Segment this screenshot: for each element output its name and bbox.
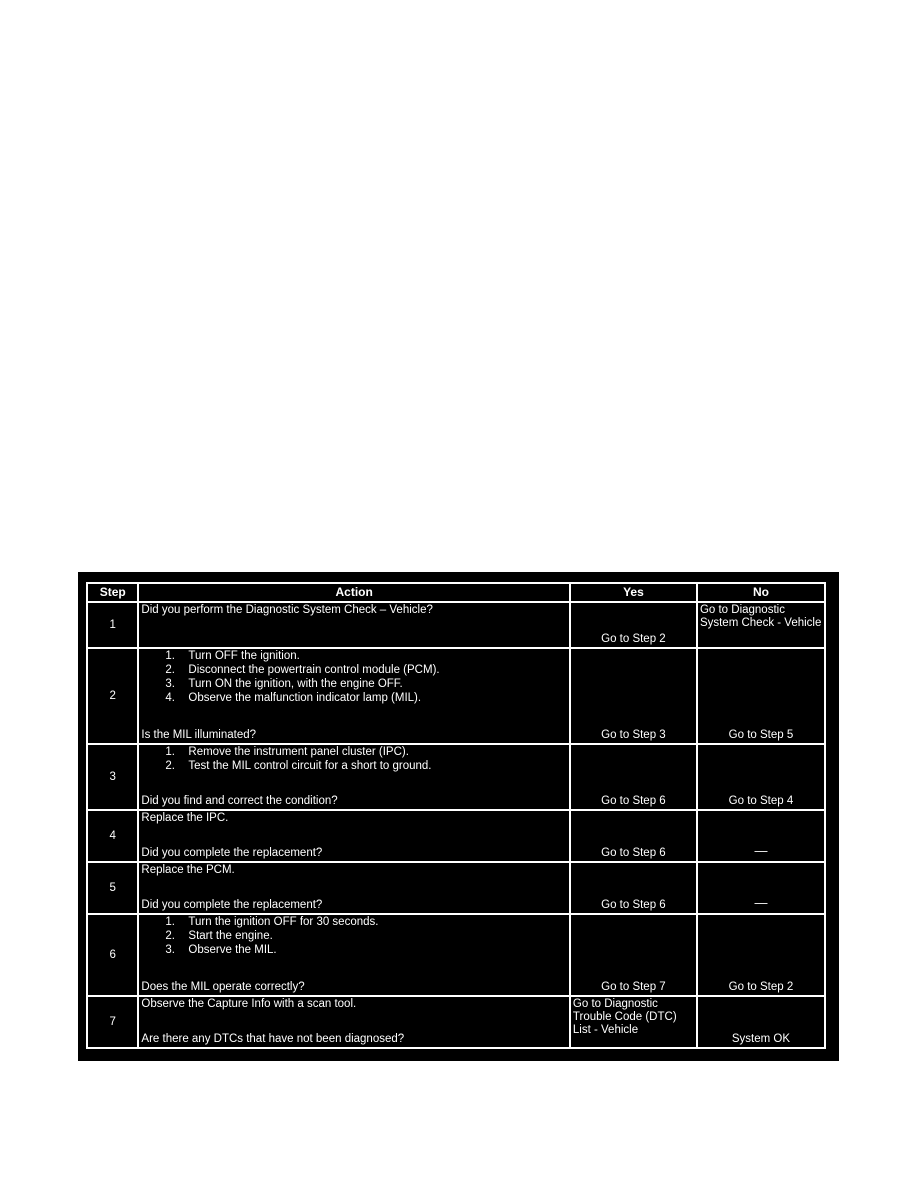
list-item [139, 930, 378, 944]
action-cell [138, 744, 570, 810]
action-question: Did you find and correct the condition? [141, 795, 338, 807]
action-question: Are there any DTCs that have not been diagnosed? [141, 1033, 405, 1045]
yes-cell [570, 648, 697, 744]
action-cell [138, 648, 570, 744]
no-cell [697, 744, 825, 810]
list-item-number: 3. [165, 944, 175, 956]
yes-result-text: Go to Step 6 [601, 899, 666, 911]
no-result-text: — [754, 895, 768, 910]
list-item-text: Observe the malfunction indicator lamp (MIL). [188, 692, 422, 704]
table-row [87, 996, 825, 1048]
header-no: No [697, 583, 825, 602]
no-result-text: Go to Step 5 [728, 729, 794, 741]
step-number: 3 [87, 744, 138, 810]
no-result-text: Go to Step 2 [728, 981, 794, 993]
yes-result-text: Go to Step 2 [601, 633, 666, 645]
action-steps-list [139, 746, 431, 774]
no-cell [697, 648, 825, 744]
action-cell [138, 810, 570, 862]
yes-cell [570, 744, 697, 810]
yes-cell [570, 810, 697, 862]
list-item-text: Start the engine. [188, 930, 273, 942]
yes-result-text: Go to Diagnostic Trouble Code (DTC) List - Vehicle [572, 998, 677, 1036]
action-cell [138, 862, 570, 914]
table-header-row [87, 583, 825, 602]
list-item [139, 664, 439, 678]
diagnostic-table-panel [78, 572, 839, 1061]
no-cell [697, 602, 825, 648]
table-row [87, 914, 825, 996]
list-item-number: 2. [165, 930, 175, 942]
list-item-number: 2. [165, 760, 175, 772]
step-number: 2 [87, 648, 138, 744]
yes-cell [570, 862, 697, 914]
list-item [139, 746, 431, 760]
action-cell [138, 996, 570, 1048]
action-question: Did you complete the replacement? [141, 847, 323, 859]
no-result-text: Go to Step 4 [728, 795, 794, 807]
no-cell [697, 914, 825, 996]
list-item-number: 4. [165, 692, 175, 704]
list-item [139, 692, 439, 706]
no-cell [697, 862, 825, 914]
header-yes: Yes [570, 583, 697, 602]
diagnostic-table [86, 582, 826, 1049]
table-row [87, 744, 825, 810]
header-action: Action [138, 583, 570, 602]
no-result-text: — [754, 843, 768, 858]
list-item-text: Turn the ignition OFF for 30 seconds. [188, 916, 379, 928]
no-result-text: Go to Diagnostic System Check - Vehicle [699, 604, 822, 629]
action-instruction: Replace the IPC. [141, 812, 229, 824]
step-number: 5 [87, 862, 138, 914]
step-number: 7 [87, 996, 138, 1048]
yes-cell [570, 914, 697, 996]
action-instruction: Replace the PCM. [141, 864, 235, 876]
action-question: Does the MIL operate correctly? [141, 981, 305, 993]
no-result-text: System OK [731, 1033, 791, 1045]
step-number: 4 [87, 810, 138, 862]
list-item-text: Turn OFF the ignition. [188, 650, 300, 662]
header-step: Step [87, 583, 138, 602]
list-item-number: 1. [165, 916, 175, 928]
action-instruction: Observe the Capture Info with a scan tool. [141, 998, 357, 1010]
list-item-text: Test the MIL control circuit for a short to ground. [188, 760, 432, 772]
yes-result-text: Go to Step 6 [601, 795, 666, 807]
yes-cell [570, 602, 697, 648]
list-item [139, 650, 439, 664]
list-item-text: Disconnect the powertrain control module (PCM). [188, 664, 440, 676]
yes-result-text: Go to Step 6 [601, 847, 666, 859]
action-instruction: Did you perform the Diagnostic System Check – Vehicle? [141, 604, 433, 616]
no-cell [697, 996, 825, 1048]
action-cell [138, 914, 570, 996]
yes-result-text: Go to Step 7 [601, 981, 666, 993]
list-item [139, 678, 439, 692]
action-steps-list [139, 916, 378, 958]
yes-result-text: Go to Step 3 [601, 729, 666, 741]
step-number: 6 [87, 914, 138, 996]
action-question: Did you complete the replacement? [141, 899, 323, 911]
list-item-number: 2. [165, 664, 175, 676]
table-row [87, 810, 825, 862]
action-cell [138, 602, 570, 648]
list-item [139, 760, 431, 774]
list-item-text: Turn ON the ignition, with the engine OFF. [188, 678, 403, 690]
action-steps-list [139, 650, 439, 706]
list-item [139, 916, 378, 930]
no-cell [697, 810, 825, 862]
action-question: Is the MIL illuminated? [141, 729, 257, 741]
table-row [87, 862, 825, 914]
table-row [87, 602, 825, 648]
step-number: 1 [87, 602, 138, 648]
list-item-number: 1. [165, 650, 175, 662]
list-item [139, 944, 378, 958]
table-row [87, 648, 825, 744]
list-item-text: Observe the MIL. [188, 944, 277, 956]
yes-cell [570, 996, 697, 1048]
list-item-text: Remove the instrument panel cluster (IPC). [188, 746, 409, 758]
list-item-number: 3. [165, 678, 175, 690]
list-item-number: 1. [165, 746, 175, 758]
